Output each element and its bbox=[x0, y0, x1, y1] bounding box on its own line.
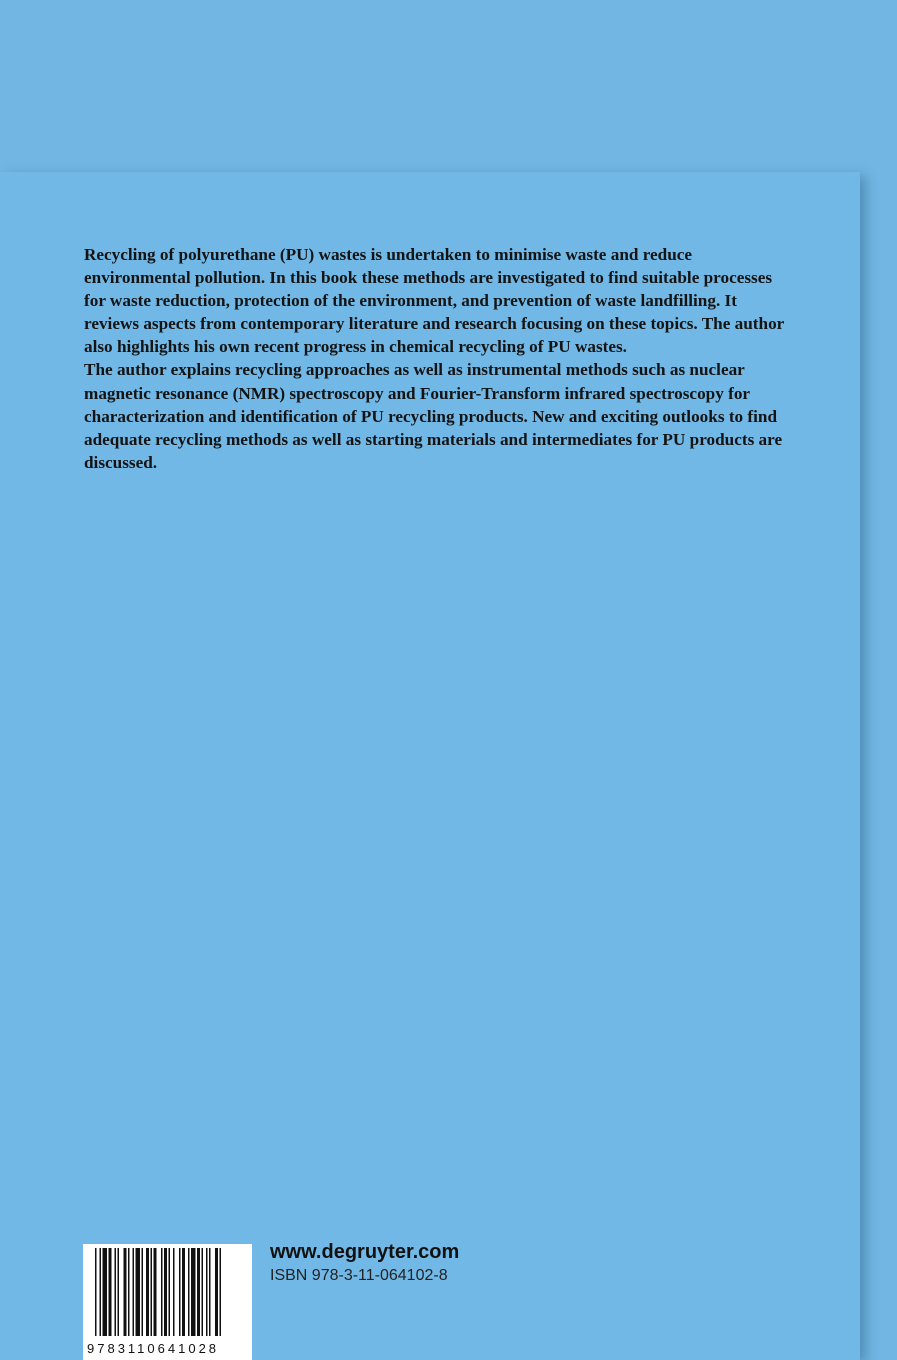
barcode-bar bbox=[103, 1248, 108, 1336]
barcode-bar bbox=[154, 1248, 157, 1336]
barcode-bar bbox=[197, 1248, 200, 1336]
barcode-bar bbox=[191, 1248, 196, 1336]
blurb-paragraph-1: Recycling of polyurethane (PU) wastes is undertaken to minimise waste and reduce environmental pollution. In this book these methods are investigated to find suitable processes for waste reduction, protection of the environment, and prevention of waste landfilling. It reviews aspects from contemporary literature and research focusing on these topics. The author also highlights his own recent progress in chemical recycling of PU wastes. bbox=[84, 245, 785, 357]
barcode-bar bbox=[206, 1248, 208, 1336]
barcode-bar bbox=[100, 1248, 102, 1336]
barcode-bar bbox=[124, 1248, 127, 1336]
barcode-bar bbox=[95, 1248, 97, 1336]
barcode-digits: 9783110641028 bbox=[87, 1341, 220, 1356]
blurb-paragraph-2: The author explains recycling approaches as well as instrumental methods such as nuclear magnetic resonance (NMR) spectroscopy and Fourier-Transform infrared spectroscopy for characterization and identification of PU recycling products. New and exciting outlooks to find adequate recycling methods as well as starting materials and intermediates for PU products are discussed. bbox=[84, 360, 783, 472]
barcode-bar bbox=[151, 1248, 153, 1336]
barcode-bar bbox=[128, 1248, 130, 1336]
barcode-bar bbox=[136, 1248, 141, 1336]
barcode-bar bbox=[209, 1248, 211, 1336]
barcode-bar bbox=[115, 1248, 117, 1336]
barcode-bar bbox=[220, 1248, 222, 1336]
barcode-bar bbox=[173, 1248, 175, 1336]
barcode-bar bbox=[109, 1248, 112, 1336]
publisher-website[interactable]: www.degruyter.com bbox=[270, 1241, 460, 1263]
isbn-number: ISBN 978-3-11-064102-8 bbox=[270, 1267, 448, 1284]
barcode-bar bbox=[179, 1248, 181, 1336]
barcode-bar bbox=[202, 1248, 204, 1336]
barcode-bar bbox=[169, 1248, 171, 1336]
barcode-bar bbox=[133, 1248, 135, 1336]
barcode-bar bbox=[215, 1248, 218, 1336]
blurb-text bbox=[84, 243, 784, 474]
barcode bbox=[83, 1244, 252, 1360]
barcode-bar bbox=[164, 1248, 167, 1336]
barcode-bar bbox=[118, 1248, 120, 1336]
barcode-bar bbox=[188, 1248, 190, 1336]
barcode-bar bbox=[146, 1248, 149, 1336]
barcode-bar bbox=[161, 1248, 163, 1336]
barcode-bar bbox=[142, 1248, 144, 1336]
barcode-bar bbox=[182, 1248, 185, 1336]
